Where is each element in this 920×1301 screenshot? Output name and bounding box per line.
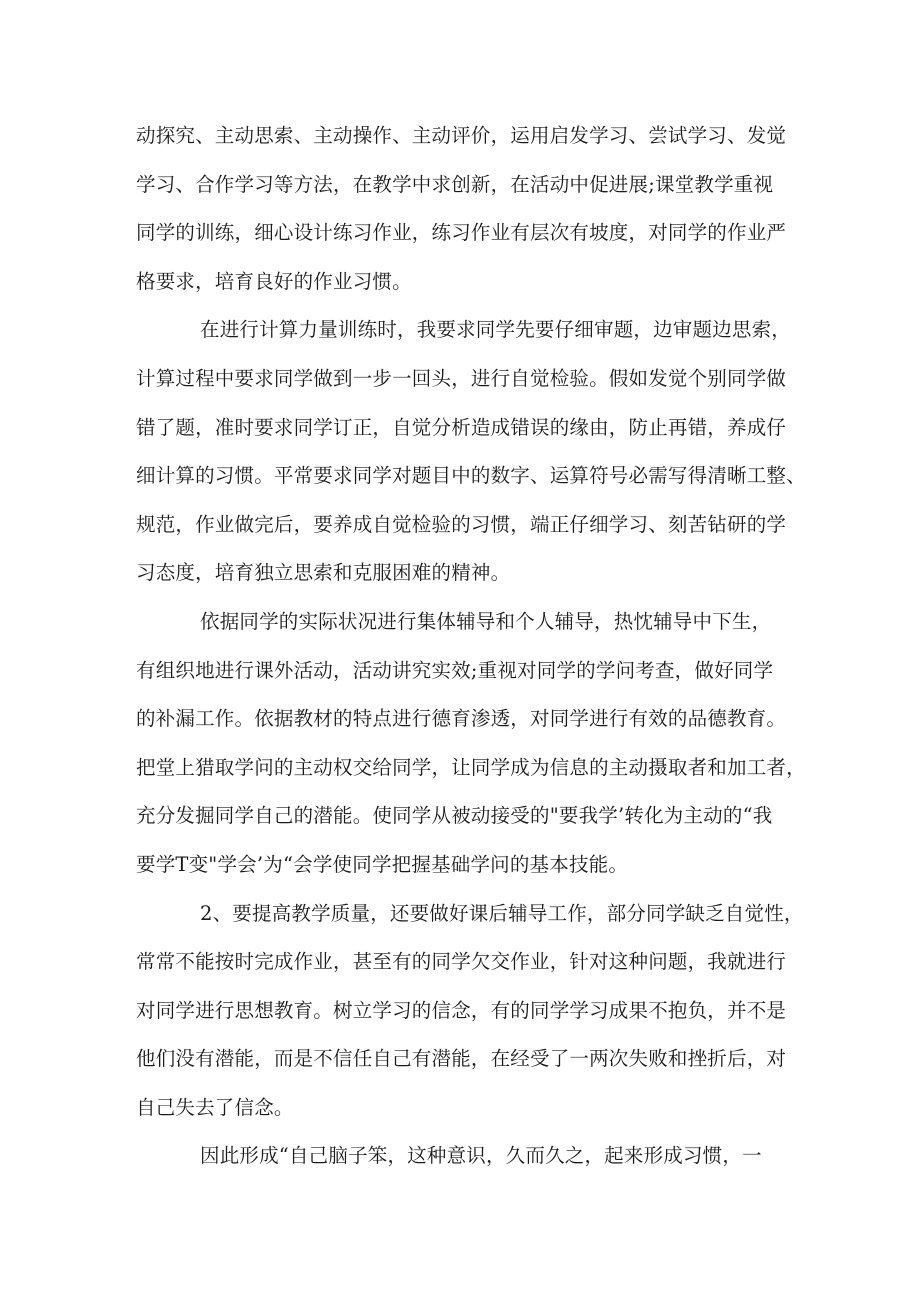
text-line: 计算过程中要求同学做到一步一回头，进行自觉检验。假如发觉个别同学做 bbox=[136, 366, 787, 390]
paragraph-first-line: 在进行计算力量训练时，我要求同学先要仔细审题，边审题边思索， bbox=[200, 318, 792, 342]
text-line: 动探究、主动思索、主动操作、主动评价，运用启发学习、尝试学习、发觉 bbox=[136, 124, 787, 147]
text-line: 自己失去了信念。 bbox=[136, 1095, 294, 1119]
text-line: 要学T变"学会’为“会学使同学把握基础学问的基本技能。 bbox=[136, 852, 629, 876]
text-line: 格要求，培育良好的作业习惯。 bbox=[136, 269, 412, 293]
text-line: 规范，作业做完后，要养成自觉检验的习惯，端正仔细学习、刻苦钻研的学 bbox=[136, 512, 787, 536]
text-line: 习态度，培育独立思索和克服困难的精神。 bbox=[136, 561, 511, 585]
paragraph-first-line: 因此形成“自己脑子笨，这种意识，久而久之，起来形成习惯，一 bbox=[200, 1144, 762, 1168]
paragraph-first-line: 2、要提高教学质量，还要做好课后辅导工作，部分同学缺乏自觉性， bbox=[200, 901, 804, 925]
text-line: 常常不能按时完成作业，甚至有的同学欠交作业，针对这种问题，我就进行 bbox=[136, 950, 787, 974]
text-line: 同学的训练，细心设计练习作业，练习作业有层次有坡度，对同学的作业严 bbox=[136, 221, 787, 245]
text-line: 他们没有潜能，而是不信任自己有潜能，在经受了一两次失败和挫折后，对 bbox=[136, 1047, 787, 1071]
document-body bbox=[136, 112, 806, 1181]
text-line: 错了题，准时要求同学订正，自觉分析造成错误的缘由，防止再错，养成仔 bbox=[136, 415, 787, 439]
text-line: 把堂上猎取学问的主动权交给同学，让同学成为信息的主动摄取者和加工者， bbox=[136, 755, 806, 779]
text-line: 有组织地进行课外活动，活动讲究实效;重视对同学的学问考查，做好同学 bbox=[136, 658, 774, 682]
text-line: 细计算的习惯。平常要求同学对题目中的数字、运算符号必需写得清晰工整、 bbox=[136, 464, 806, 488]
paragraph-first-line: 依据同学的实际状况进行集体辅导和个人辅导，热忱辅导中下生， bbox=[200, 609, 772, 633]
text-line: 的补漏工作。依据教材的特点进行德育渗透，对同学进行有效的品德教育。 bbox=[136, 707, 787, 731]
text-line: 学习、合作学习等方法，在教学中求创新，在活动中促进展;课堂教学重视 bbox=[136, 172, 774, 196]
text-line: 对同学进行思想教育。树立学习的信念，有的同学学习成果不抱负，并不是 bbox=[136, 998, 787, 1022]
text-line: 充分发掘同学自己的潜能。使同学从被动接受的"要我学’转化为主动的“我 bbox=[136, 804, 773, 828]
